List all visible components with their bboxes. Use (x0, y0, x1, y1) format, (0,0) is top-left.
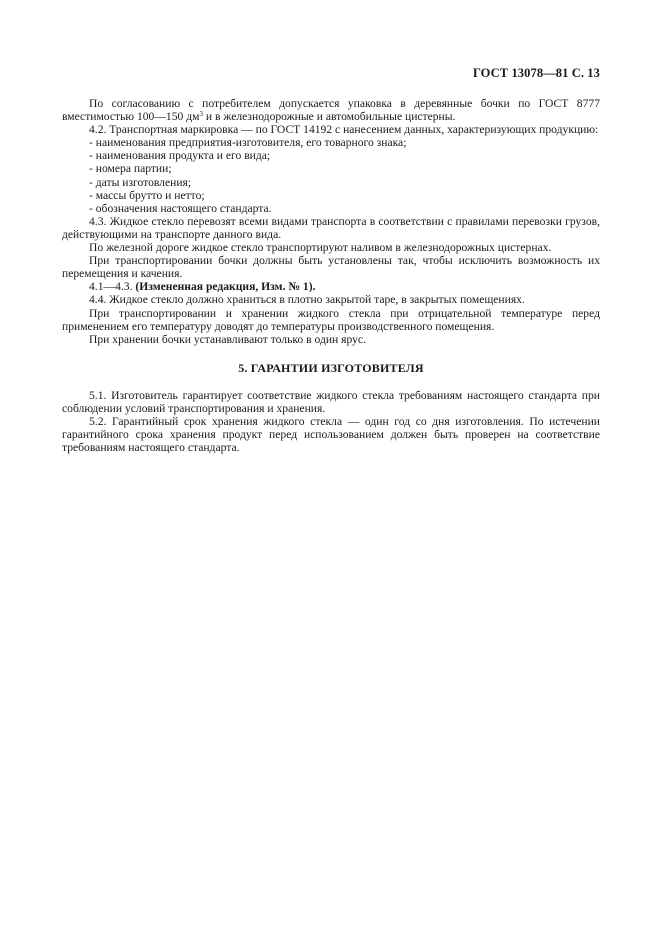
list-item: - массы брутто и нетто; (89, 188, 205, 202)
paragraph-barrels: При транспортировании бочки должны быть установлены так, чтобы исключить возможность их перемещения и качения. (62, 254, 600, 281)
section-title: 5. ГАРАНТИИ ИЗГОТОВИТЕЛЯ (238, 360, 424, 375)
amendment-note: (Измененная редакция, Изм. № 1). (135, 280, 316, 294)
list-item: - наименования продукта и его вида; (89, 149, 271, 163)
document-page (62, 0, 600, 936)
paragraph-amendment (62, 280, 600, 293)
unit-superscript: 3 (199, 110, 203, 119)
paragraph-negative-temp: При транспортировании и хранении жидкого стекла при отрицательной температуре перед применением его температуру доводят до температуры производственного помещения. (62, 306, 600, 333)
paragraph-4-2: 4.2. Транспортная маркировка — по ГОСТ 14192 с нанесением данных, характеризующих продукцию: (89, 123, 599, 137)
list-item: - номера партии; (89, 162, 172, 176)
paragraph-4-3: 4.3. Жидкое стекло перевозят всеми видами транспорта в соответствии с правилами перевозки грузов, действующими на транспорте данного вида. (62, 214, 600, 241)
page-header: ГОСТ 13078—81 С. 13 (472, 66, 600, 80)
paragraph-storage-tier: При хранении бочки устанавливают только в один ярус. (89, 332, 366, 346)
document-body (62, 97, 600, 454)
list-item: - обозначения настоящего стандарта. (89, 201, 272, 215)
paragraph-5-1: 5.1. Изготовитель гарантирует соответствие жидкого стекла требованиям настоящего стандарта при соблюдении условий транспортирования и хранения. (62, 388, 600, 415)
list-item: - даты изготовления; (89, 175, 192, 189)
paragraph-packaging-text: По согласованию с потребителем допускается упаковка в деревянные бочки по ГОСТ 8777 вместимостью 100—150 дм (62, 97, 600, 124)
paragraph-packaging-tail: и в железнодорожные и автомобильные цистерны. (202, 110, 456, 124)
paragraph-4-4: 4.4. Жидкое стекло должно храниться в плотно закрытой таре, в закрытых помещениях. (89, 293, 525, 307)
paragraph-packaging (62, 97, 600, 123)
amendment-prefix: 4.1—4.3. (89, 280, 136, 294)
paragraph-railway: По железной дороге жидкое стекло транспортируют наливом в железнодорожных цистернах. (89, 241, 552, 255)
list-item: - наименования предприятия-изготовителя, его товарного знака; (89, 136, 407, 150)
paragraph-5-2: 5.2. Гарантийный срок хранения жидкого стекла — один год со дня изготовления. По истечении гарантийного срока хранения продукт перед использованием должен быть проверен на соответствие требованиям настоящего стандарта. (62, 415, 600, 455)
